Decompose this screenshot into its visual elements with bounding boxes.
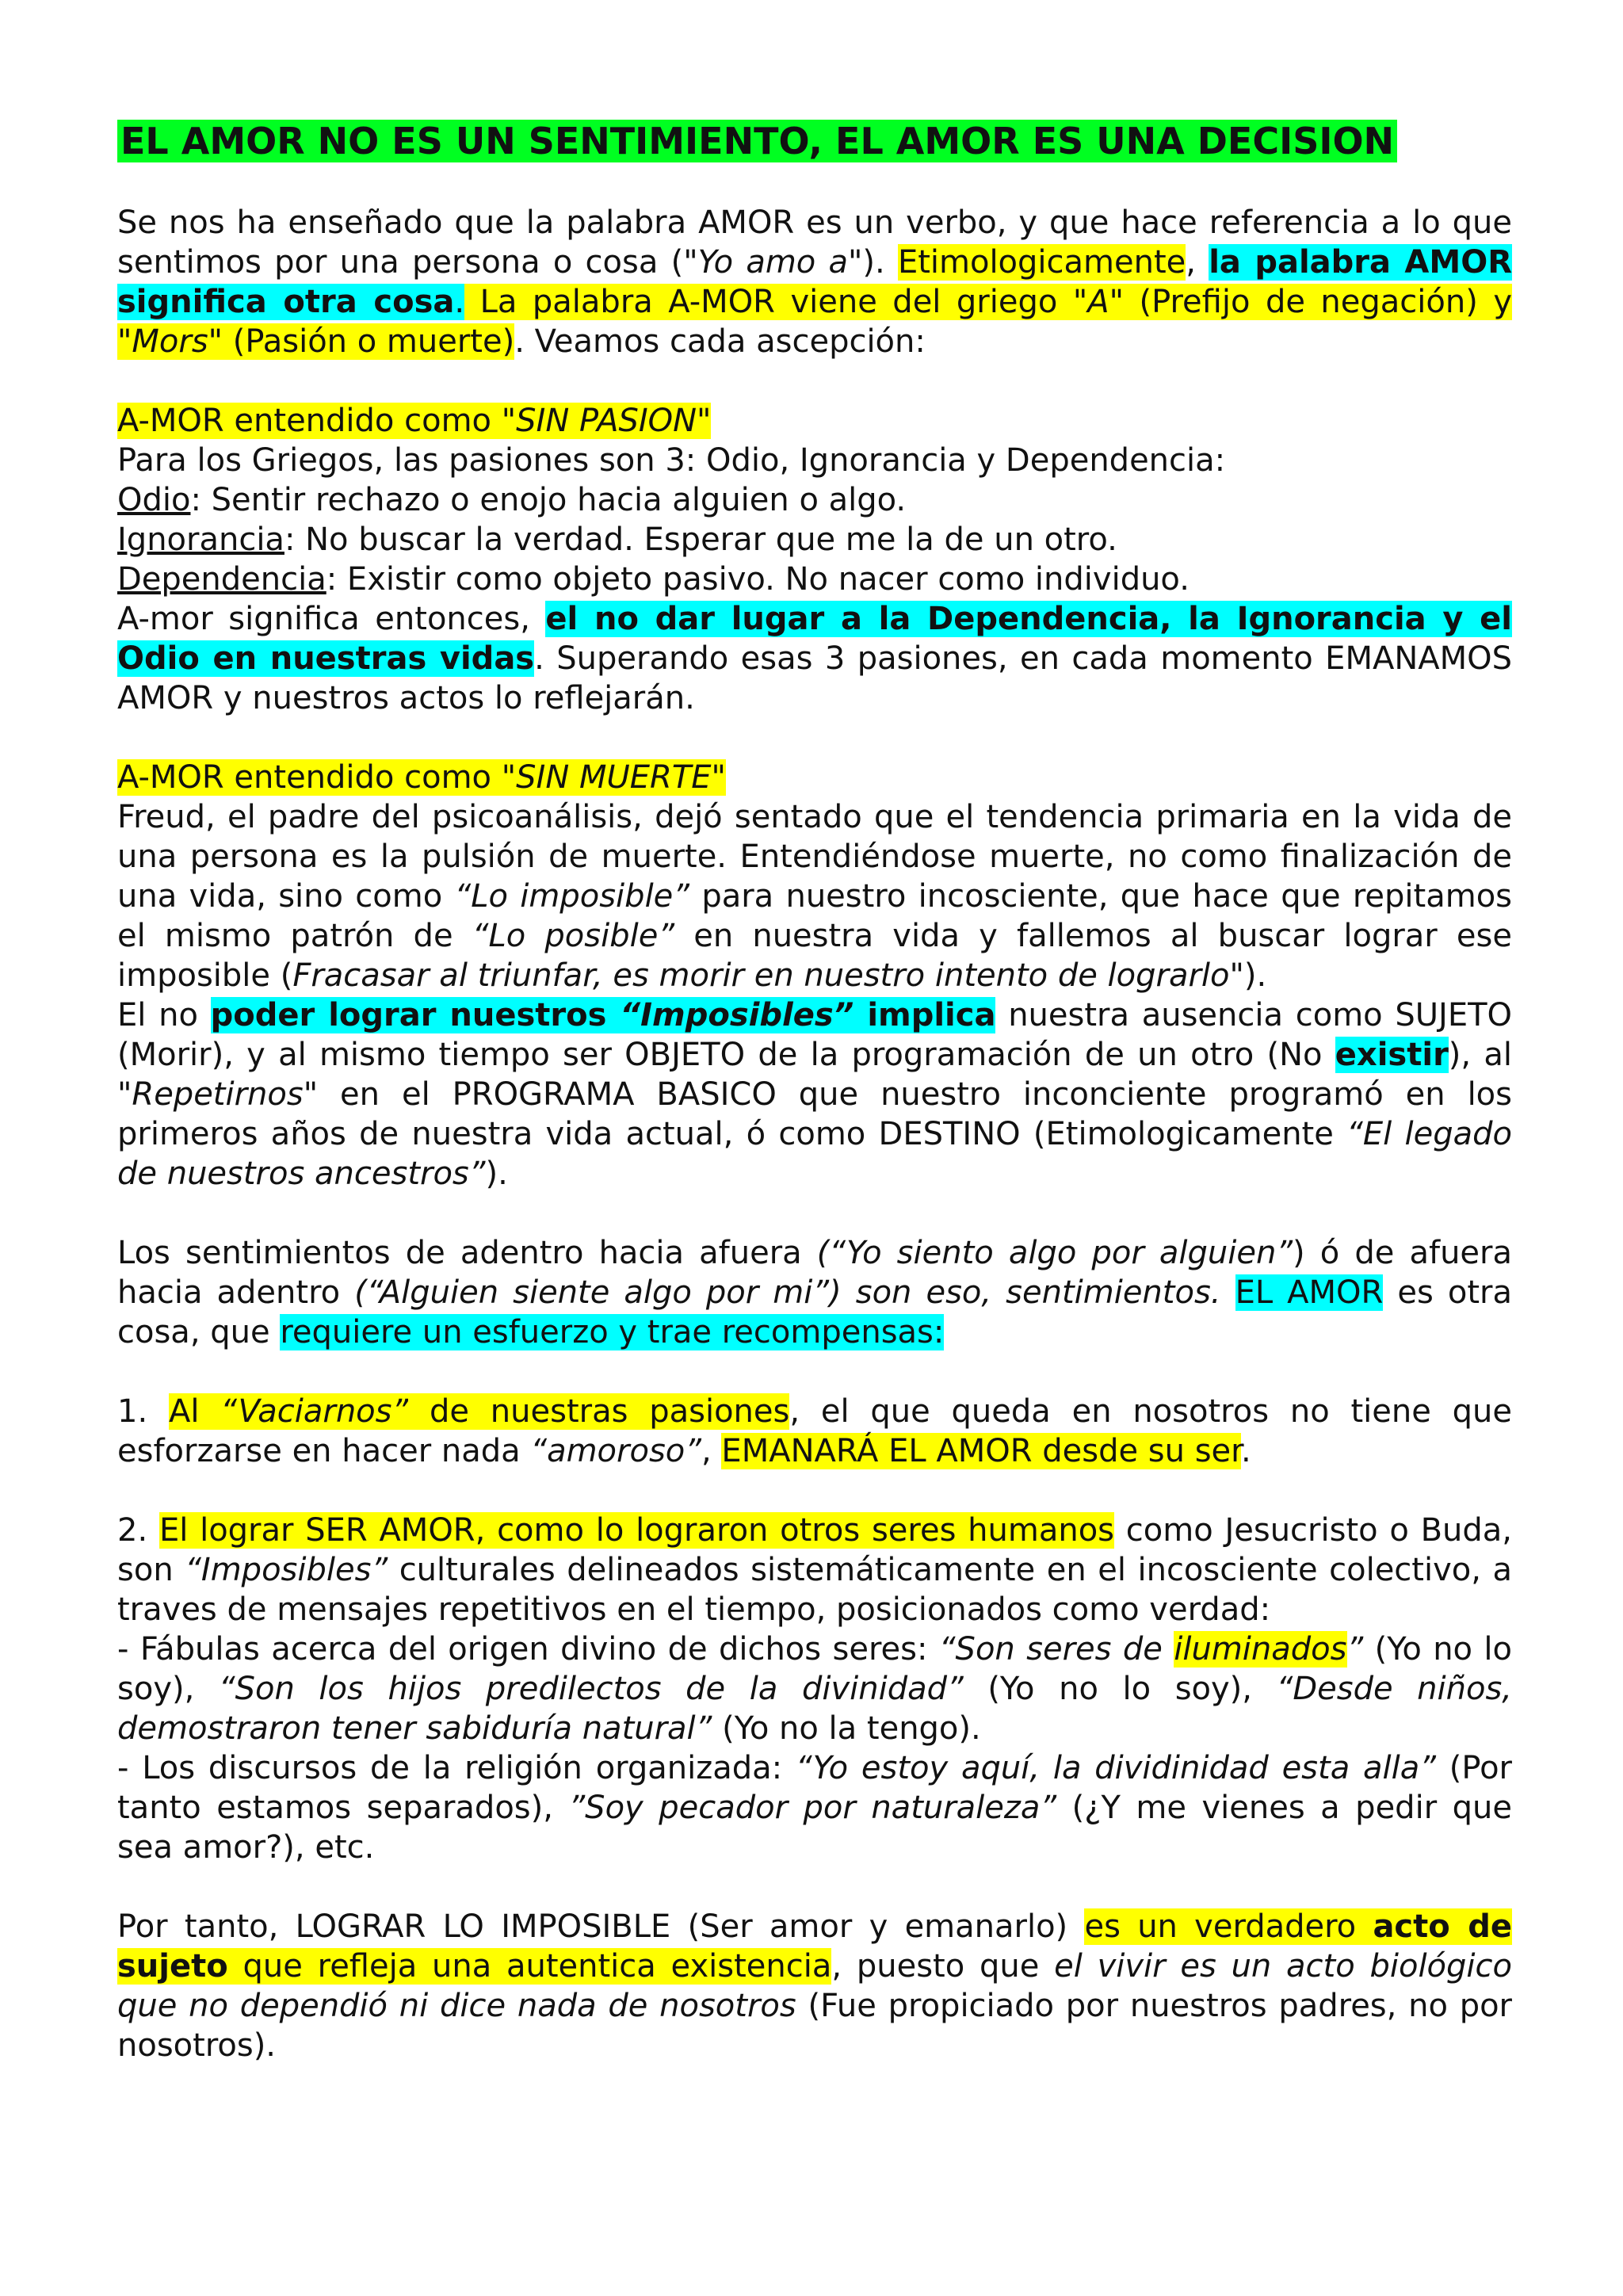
freud-paragraph: Freud, el padre del psicoanálisis, dejó sentado que el tendencia primaria en la vida de una persona es la pulsión de muerte. Entendiéndose muerte, no como finalización de una vida, sino como “Lo imposible” para nuestro incosciente, que hace que repitamos el mismo patrón de “Lo posible” en nuestra vida y fallemos al buscar lograr ese imposible (Fracasar al triunfar, es morir en nuestro intento de lograrlo"). <box>117 799 1513 994</box>
definition-dependencia: Dependencia: Existir como objeto pasivo. No nacer como individuo. <box>117 561 1190 598</box>
intro-paragraph: Se nos ha enseñado que la palabra AMOR es un verbo, y que hace referencia a lo que sentimos por una persona o cosa ("Yo amo a"). Etimologicamente, la palabra AMOR significa otra cosa. La palabra A-MOR viene del griego "A" (Prefijo de negación) y "Mors" (Pasión o muerte). Veamos cada ascepción: <box>117 204 1512 360</box>
passions-intro: Para los Griegos, las pasiones son 3: Odio, Ignorancia y Dependencia: <box>117 442 1226 479</box>
highlight-cyan: la palabra AMOR significa otra cosa <box>117 244 1512 320</box>
sentimientos-paragraph: Los sentimientos de adentro hacia afuera (“Yo siento algo por alguien”) ó de afuera hacia adentro (“Alguien siente algo por mi”) son eso, sentimientos. EL AMOR es otra cosa, que requiere un esfuerzo y trae recompensas: <box>117 1235 1512 1350</box>
imposibles-paragraph: El no poder lograr nuestros “Imposibles” implica nuestra ausencia como SUJETO (Morir), y al mismo tiempo ser OBJETO de la programación de un otro (No existir), al "Repetirnos" en el PROGRAMA BASICO que nuestro inconciente programó en los primeros años de nuestra vida actual, ó como DESTINO (Etimologicamente “El legado de nuestros ancestros”). <box>117 997 1513 1192</box>
amor-meaning: A-mor significa entonces, el no dar lugar a la Dependencia, la Ignorancia y el Odio en nuestras vidas. Superando esas 3 pasiones, en cada momento EMANAMOS AMOR y nuestros actos lo reflejarán. <box>117 601 1513 716</box>
definition-odio: Odio: Sentir rechazo o enojo hacia alguien o algo. <box>117 482 907 518</box>
document-title: EL AMOR NO ES UN SENTIMIENTO, EL AMOR ES UNA DECISION <box>117 117 1512 165</box>
conclusion-paragraph: Por tanto, LOGRAR LO IMPOSIBLE (Ser amor y emanarlo) es un verdadero acto de sujeto que refleja una autentica existencia, puesto que el vivir es un acto biológico que no dependió ni dice nada de nosotros (Fue propiciado por nuestros padres, no por nosotros). <box>117 1908 1513 2064</box>
definition-ignorancia: Ignorancia: No buscar la verdad. Esperar que me la de un otro. <box>117 521 1117 558</box>
list-item-2: 2. El lograr SER AMOR, como lo lograron otros seres humanos como Jesucristo o Buda, son “Imposibles” culturales delineados sistemáticamente en el incosciente colectivo, a traves de mensajes repetitivos en el tiempo, posicionados como verdad: - Fábulas acerca del origen divino de dichos seres: “Son seres de iluminados” (Yo no lo soy), “Son los hijos predilectos de la divinidad” (Yo no lo soy), “Desde niños, demostraron tener sabiduría natural” (Yo no la tengo). - Los discursos de la religión organizada: “Yo estoy aquí, la dividinidad esta alla” (Por tanto estamos separados), ”Soy pecador por naturaleza” (¿Y me vienes a pedir que sea amor?), etc. <box>117 1512 1512 1866</box>
section-sin-muerte <box>117 758 1512 1194</box>
section-heading: A-MOR entendido como "SIN PASION" <box>117 403 712 439</box>
sub-item-fabulas: - Fábulas acerca del origen divino de dichos seres: “Son seres de iluminados” (Yo no lo soy), “Son los hijos predilectos de la divinidad” (Yo no lo soy), “Desde niños, demostraron tener sabiduría natural” (Yo no la tengo). <box>117 1631 1512 1747</box>
sub-item-discursos: - Los discursos de la religión organizada: “Yo estoy aquí, la dividinidad esta alla” (Por tanto estamos separados), ”Soy pecador por naturaleza” (¿Y me vienes a pedir que sea amor?), etc. <box>117 1750 1512 1866</box>
list-item-1: 1. Al “Vaciarnos” de nuestras pasiones, el que queda en nosotros no tiene que esforzarse en hacer nada “amoroso”, EMANARÁ EL AMOR desde su ser. <box>117 1393 1512 1469</box>
section-heading: A-MOR entendido como "SIN MUERTE" <box>117 759 726 796</box>
section-sin-pasion <box>117 401 1512 718</box>
